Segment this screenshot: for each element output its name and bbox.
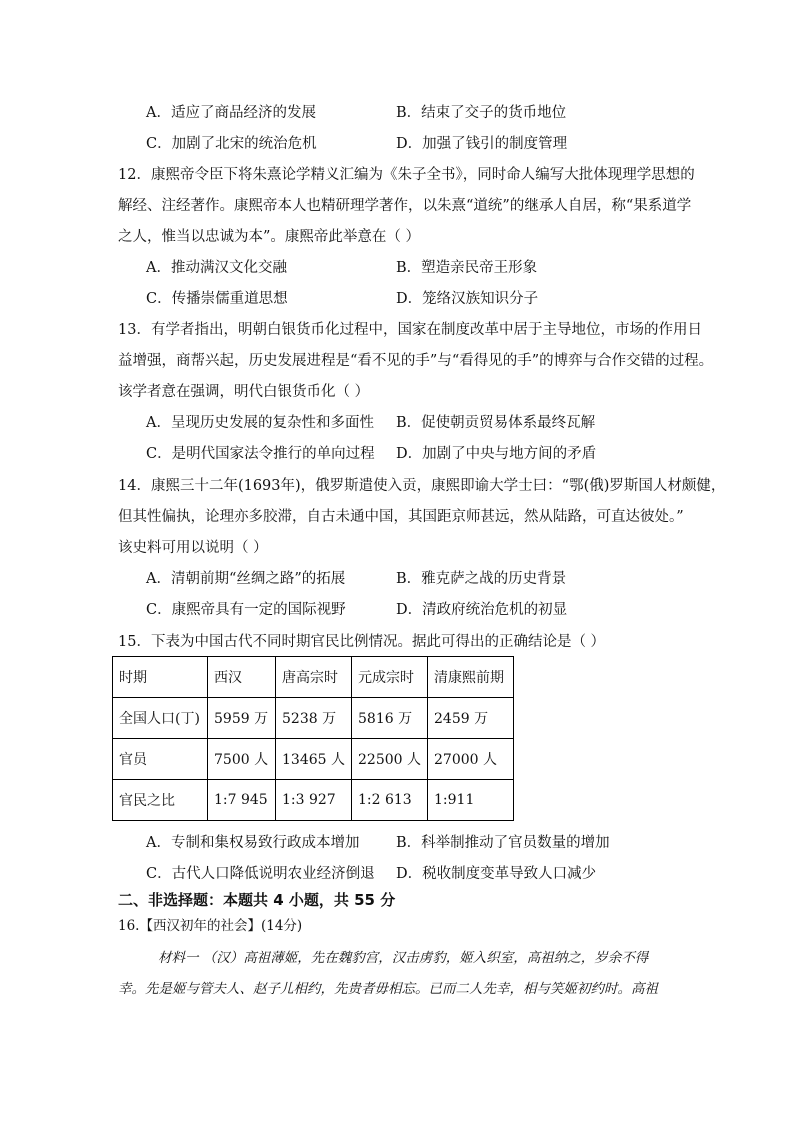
q15-stem-line-1: 15．下表为中国古代不同时期官民比例情况。据此可得出的正确结论是（ ）: [118, 634, 606, 650]
table-cell: 官员: [113, 739, 208, 780]
table-cell: 1:2 613: [352, 780, 428, 821]
table-row: [113, 657, 514, 698]
q14-stem-line-3: 该史料可用以说明（ ）: [118, 540, 268, 556]
q11-option-a: A．适应了商品经济的发展: [146, 105, 316, 121]
table-cell: 2459 万: [428, 698, 514, 739]
table-cell: 1:911: [428, 780, 514, 821]
q14-stem-line-2: 但其性偏执，论理亦多胶滞，自古未通中国，其国距京师甚远，然从陆路，可直达彼处。”: [118, 509, 684, 525]
q12-stem-line-1: 12．康熙帝令臣下将朱熹论学精义汇编为《朱子全书》，同时命人编写大批体现理学思想的: [118, 167, 695, 183]
table-cell: 时期: [113, 657, 208, 698]
q14-option-d: D．清政府统治危机的初显: [396, 602, 568, 618]
table-cell: 清康熙前期: [428, 657, 514, 698]
q12-option-a: A．推动满汉文化交融: [146, 260, 287, 276]
officials-ratio-table: [112, 656, 514, 821]
table-row: [113, 739, 514, 780]
q16-title: 16.【西汉初年的社会】(14分): [118, 918, 303, 934]
table-row: [113, 698, 514, 739]
q15-option-c: C．古代人口降低说明农业经济倒退: [146, 866, 375, 882]
q14-stem-line-1: 14．康熙三十二年(1693年)，俄罗斯遣使入贡，康熙即谕大学士曰：“鄂(俄)罗斯国人材颇健，: [118, 478, 726, 494]
q12-option-b: B．塑造亲民帝王形象: [396, 260, 538, 276]
q15-option-d: D．税收制度变革导致人口减少: [396, 866, 597, 882]
q12-option-c: C．传播崇儒重道思想: [146, 291, 288, 307]
table-cell: 5959 万: [208, 698, 276, 739]
table-cell: 13465 人: [276, 739, 352, 780]
q11-option-d: D．加强了钱引的制度管理: [396, 136, 568, 152]
q11-option-c: C．加剧了北宋的统治危机: [146, 136, 317, 152]
table-row: [113, 780, 514, 821]
q13-option-c: C．是明代国家法令推行的单向过程: [146, 446, 375, 462]
q15-option-b: B．科举制推动了官员数量的增加: [396, 835, 610, 851]
q11-option-b: B．结束了交子的货币地位: [396, 105, 567, 121]
q16-material-line-2: 幸。先是姬与管夫人、赵子儿相约，先贵者毋相忘。已而二人先幸，相与笑姬初约时。高祖: [118, 981, 658, 997]
q12-stem-line-3: 之人，惟当以忠诚为本”。康熙帝此举意在（ ）: [118, 229, 421, 245]
q12-stem-line-2: 解经、注经著作。康熙帝本人也精研理学著作，以朱熹“道统”的继承人自居，称“果系道学: [118, 198, 692, 214]
table-cell: 5816 万: [352, 698, 428, 739]
section-2-heading: 二、非选择题：本题共 4 小题，共 55 分: [118, 891, 396, 909]
table-cell: 西汉: [208, 657, 276, 698]
table-cell: 27000 人: [428, 739, 514, 780]
table-cell: 唐高宗时: [276, 657, 352, 698]
q14-option-a: A．清朝前期“丝绸之路”的拓展: [146, 571, 346, 587]
q14-option-b: B．雅克萨之战的历史背景: [396, 571, 567, 587]
q15-option-a: A．专制和集权易致行政成本增加: [146, 835, 360, 851]
q13-stem-line-3: 该学者意在强调，明代白银货币化（ ）: [118, 384, 370, 400]
table-cell: 官民之比: [113, 780, 208, 821]
q13-option-a: A．呈现历史发展的复杂性和多面性: [146, 415, 374, 431]
q16-material-line-1: 材料一 （汉）高祖薄姬，先在魏豹宫，汉击虏豹，姬入织室，高祖纳之，岁余不得: [158, 950, 649, 966]
table-cell: 5238 万: [276, 698, 352, 739]
table-cell: 7500 人: [208, 739, 276, 780]
q14-option-c: C．康熙帝具有一定的国际视野: [146, 602, 346, 618]
table-cell: 1:7 945: [208, 780, 276, 821]
table-cell: 22500 人: [352, 739, 428, 780]
table-cell: 全国人口(丁): [113, 698, 208, 739]
table-cell: 1:3 927: [276, 780, 352, 821]
q12-option-d: D．笼络汉族知识分子: [396, 291, 539, 307]
q13-stem-line-1: 13．有学者指出，明朝白银货币化过程中，国家在制度改革中居于主导地位，市场的作用日: [118, 322, 702, 338]
q13-option-d: D．加剧了中央与地方间的矛盾: [396, 446, 597, 462]
table-cell: 元成宗时: [352, 657, 428, 698]
q13-stem-line-2: 益增强，商帮兴起，历史发展进程是“看不见的手”与“看得见的手”的博弈与合作交错的过程。: [118, 353, 714, 369]
q13-option-b: B．促使朝贡贸易体系最终瓦解: [396, 415, 596, 431]
